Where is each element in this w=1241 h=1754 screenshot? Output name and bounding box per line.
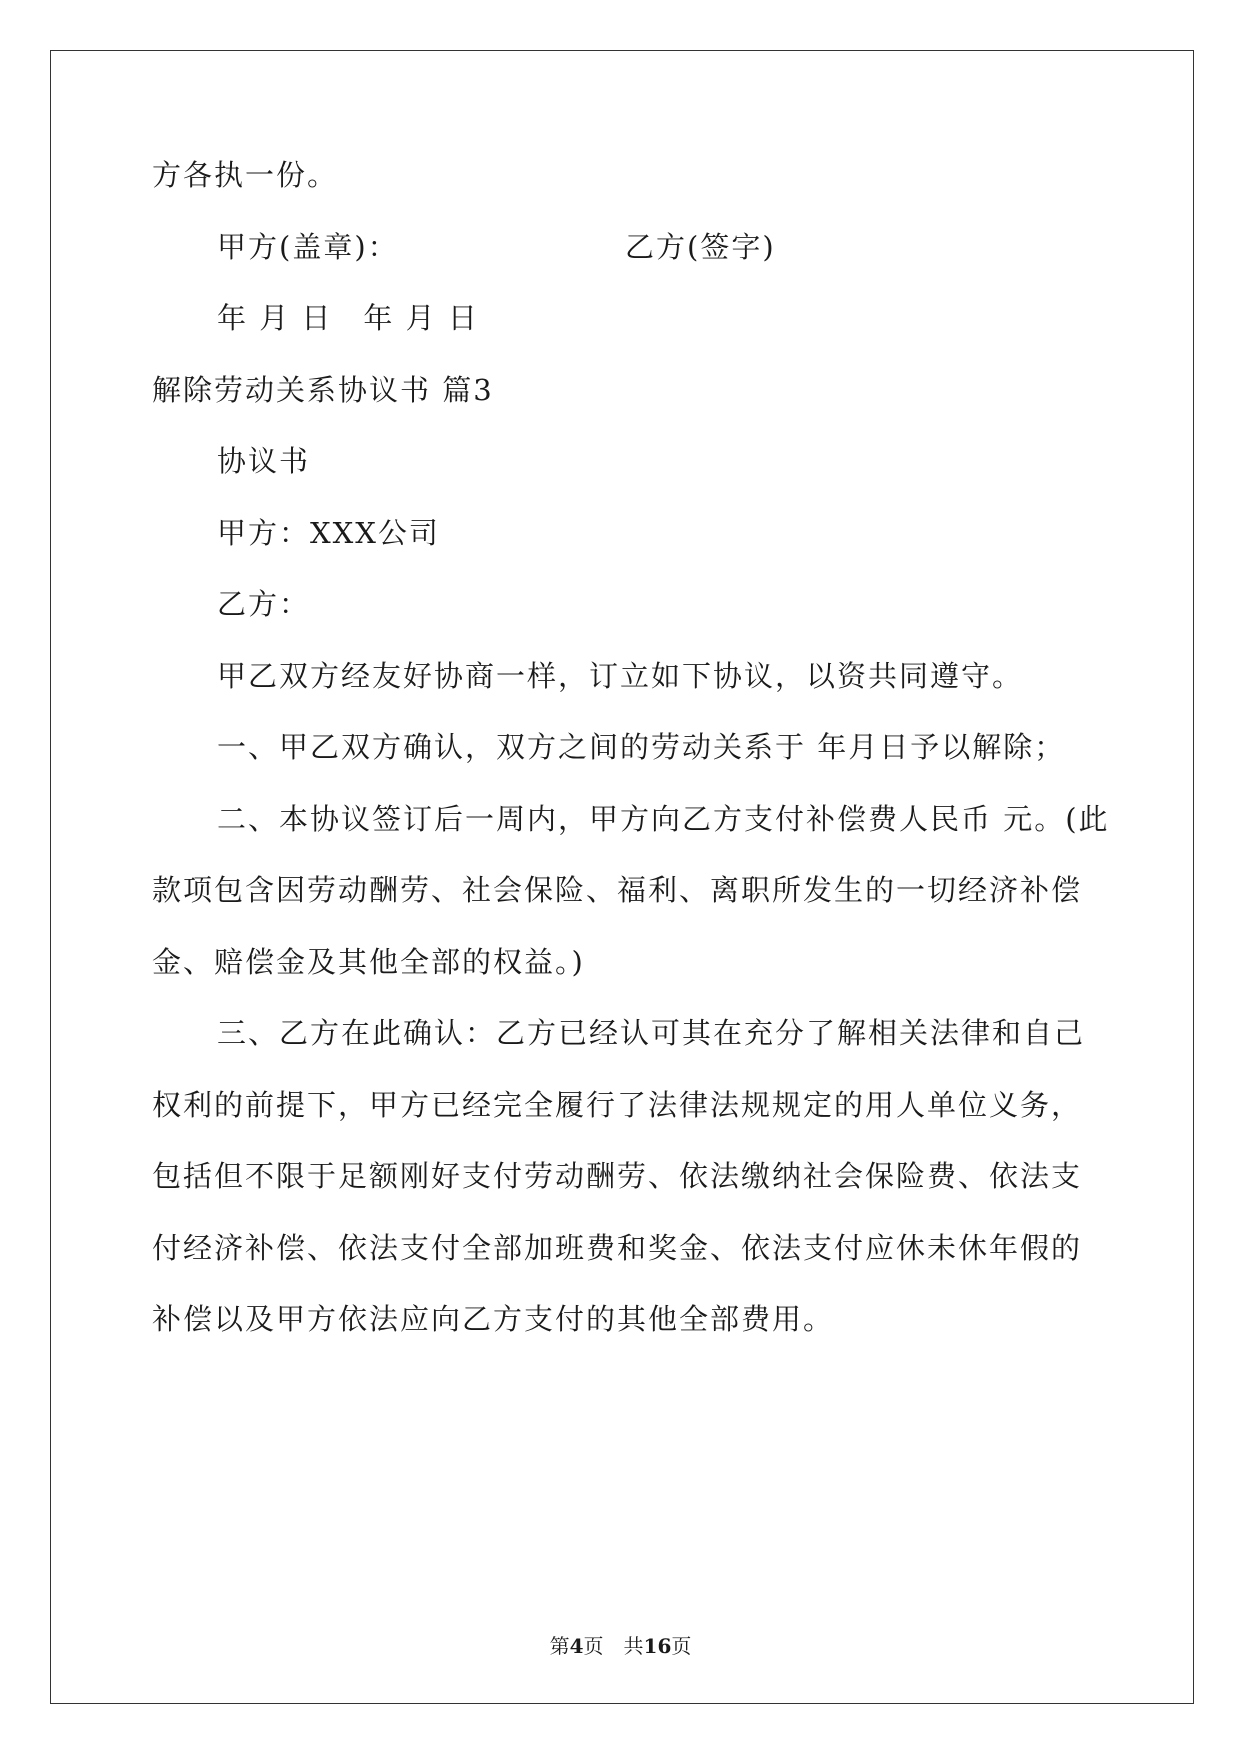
clause-3-line-4: 付经济补偿、依法支付全部加班费和奖金、依法支付应休未休年假的 [152, 1231, 1083, 1265]
footer-page-total: 16 [643, 1634, 672, 1658]
clause-2-line-2: 款项包含因劳动酬劳、社会保险、福利、离职所发生的一切经济补偿 [152, 873, 1083, 907]
clause-1-line: 一、甲乙双方确认，双方之间的劳动关系于 年月日予以解除； [217, 730, 1066, 764]
clause-2-line-1: 二、本协议签订后一周内，甲方向乙方支付补偿费人民币 元。(此 [217, 802, 1110, 836]
party-a-line: 甲方：XXX公司 [217, 516, 440, 550]
footer-page-current: 4 [569, 1634, 584, 1658]
agreement-heading: 协议书 [217, 444, 311, 478]
clause-3-line-1: 三、乙方在此确认：乙方已经认可其在充分了解相关法律和自己 [217, 1016, 1086, 1050]
date-row: 年 月 日 年 月 日 [217, 301, 479, 335]
clause-2-line-3: 金、赔偿金及其他全部的权益。) [152, 945, 585, 979]
party-b-sign-label: 乙方(签字) [625, 230, 776, 264]
party-a-seal-label: 甲方(盖章)： [217, 230, 399, 264]
party-b-line: 乙方： [217, 587, 311, 621]
clause-3-line-3: 包括但不限于足额刚好支付劳动酬劳、依法缴纳社会保险费、依法支 [152, 1159, 1083, 1193]
section-title: 解除劳动关系协议书 篇3 [152, 373, 494, 407]
page-footer [0, 1632, 1241, 1660]
footer-page-suffix: 页 [671, 1634, 692, 1658]
footer-page-mid: 页 共 [583, 1634, 644, 1658]
clause-3-line-5: 补偿以及甲方依法应向乙方支付的其他全部费用。 [152, 1302, 835, 1336]
text-line-1: 方各执一份。 [152, 158, 339, 192]
clause-3-line-2: 权利的前提下，甲方已经完全履行了法律法规规定的用人单位义务， [152, 1088, 1083, 1122]
footer-page-prefix: 第 [549, 1634, 570, 1658]
preamble-line: 甲乙双方经友好协商一样，订立如下协议，以资共同遵守。 [217, 659, 1024, 693]
